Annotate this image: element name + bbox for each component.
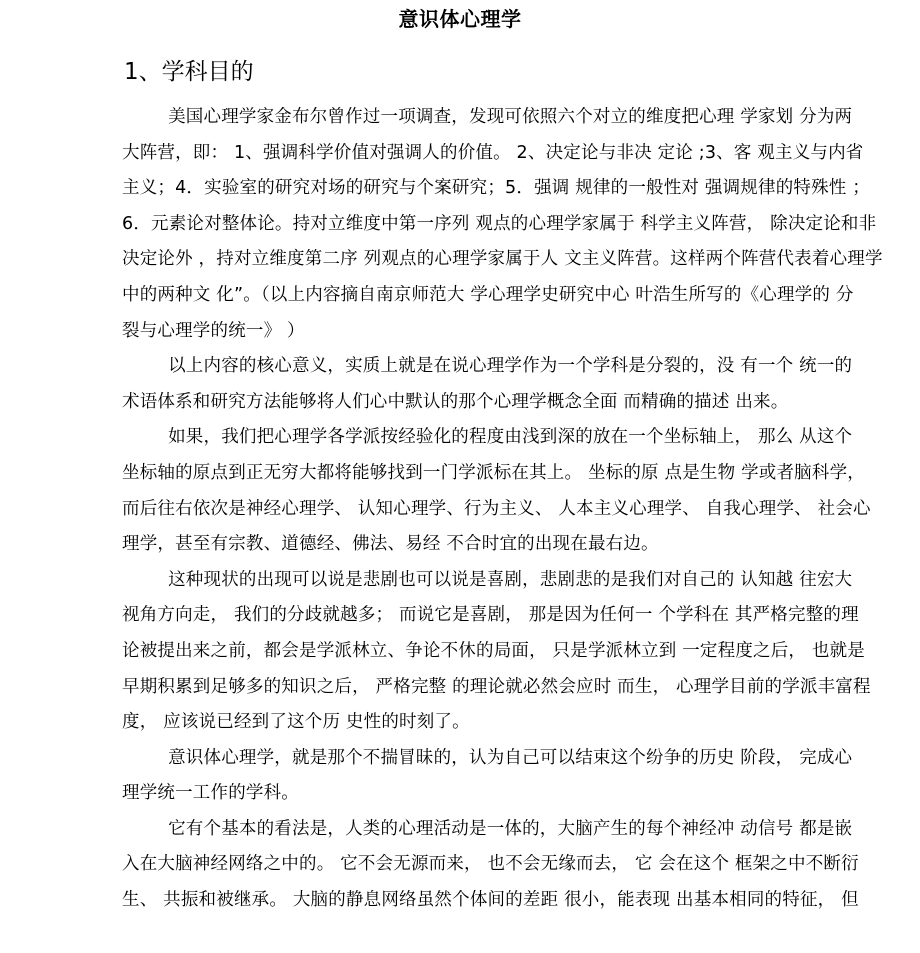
document-page — [0, 4, 920, 953]
paragraph — [122, 812, 859, 919]
text-line: 大阵营，即： 1、强调科学价值对强调人的价值。 2、决定论与非决 定论 ;3、客 观主义与内省 — [122, 142, 864, 163]
paragraph — [122, 100, 883, 349]
text-line: 早期积累到足够多的知识之后， 严格完整 的理论就必然会应时 而生， 心理学目前的学派丰富程 — [122, 676, 871, 697]
text-line: 这种现状的出现可以说是悲剧也可以说是喜剧，悲剧悲的是我们对自己的 认知越 往宏大 — [122, 569, 853, 590]
text-line: 视角方向走， 我们的分歧就越多； 而说它是喜剧， 那是因为任何一 个学科在 其严格完整的理 — [122, 605, 859, 626]
text-line: 度， 应该说已经到了这个历 史性的时刻了。 — [122, 712, 470, 733]
text-line: 生、 共振和被继承。 大脑的静息网络虽然个体间的差距 很小，能表现 出基本相同的特征， 但 — [122, 890, 859, 911]
text-line: 6．元素论对整体论。持对立维度中第一序列 观点的心理学家属于 科学主义阵营， 除决定论和非 — [122, 213, 877, 234]
text-line: 入在大脑神经网络之中的。 它不会无源而来， 也不会无缘而去， 它 会在这个 框架之中不断衍 — [122, 854, 859, 875]
text-line: 而后往右依次是神经心理学、 认知心理学、行为主义、 人本主义心理学、 自我心理学、 社会心 — [122, 498, 871, 519]
paragraph — [122, 420, 871, 562]
text-line: 它有个基本的看法是，人类的心理活动是一体的，大脑产生的每个神经冲 动信号 都是嵌 — [122, 818, 853, 839]
text-line: 美国心理学家金布尔曾作过一项调查，发现可依照六个对立的维度把心理 学家划 分为两 — [122, 107, 853, 127]
text-line: 术语体系和研究方法能够将人们心中默认的那个心理学概念全面 而精确的描述 出来。 — [122, 391, 789, 412]
text-line: 决定论外 ，持对立维度第二序 列观点的心理学家属于人 文主义阵营。这样两个阵营代表着心理学 — [122, 249, 883, 270]
paragraph — [122, 349, 853, 420]
paragraph — [122, 741, 853, 812]
text-line: 以上内容的核心意义，实质上就是在说心理学作为一个学科是分裂的，没 有一个 统一的 — [122, 356, 853, 377]
section-heading-purpose: 1、学科目的 — [124, 59, 254, 85]
text-line: 理学统一工作的学科。 — [122, 783, 299, 804]
text-line: 主义；4．实验室的研究对场的研究与个案研究；5．强调 规律的一般性对 强调规律的特殊性 ； — [122, 178, 870, 199]
page-title: 意识体心理学 — [398, 7, 522, 31]
text-line: 中的两种文 化”。（以上内容摘自南京师范大 学心理学史研究中心 叶浩生所写的《心理学的 分 — [122, 284, 854, 305]
paragraph — [122, 563, 871, 741]
text-line: 论被提出来之前，都会是学派林立、争论不休的局面， 只是学派林立到 一定程度之后， 也就是 — [122, 640, 865, 661]
text-line: 裂与心理学的统一》 ） — [122, 320, 305, 341]
text-line: 坐标轴的原点到正无穷大都将能够找到一门学派标在其上。 坐标的原 点是生物 学或者脑科学， — [122, 462, 865, 483]
document-body — [0, 100, 920, 919]
text-line: 如果，我们把心理学各学派按经验化的程度由浅到深的放在一个坐标轴上， 那么 从这个 — [122, 427, 853, 448]
text-line: 理学，甚至有宗教、道德经、佛法、易经 不合时宜的出现在最右边。 — [122, 534, 659, 555]
text-line: 意识体心理学，就是那个不揣冒昧的，认为自己可以结束这个纷争的历史 阶段， 完成心 — [122, 747, 853, 768]
